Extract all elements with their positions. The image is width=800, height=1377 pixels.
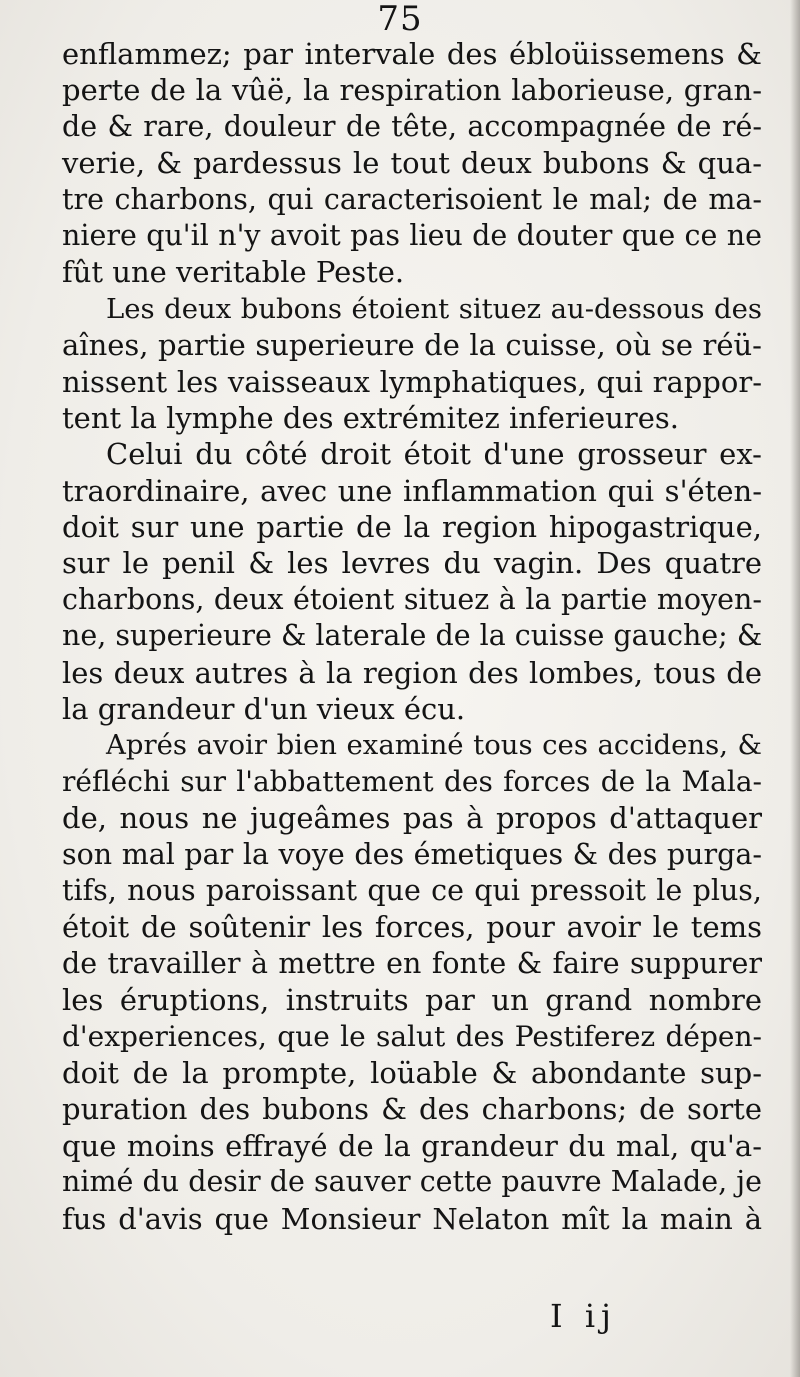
text-line: Les deux bubons étoient situez au-dessous des [106, 292, 762, 325]
text-line: réfléchi sur l'abbattement des forces de la Mala- [62, 764, 762, 798]
paragraph-4 [62, 727, 762, 1236]
paragraph-1 [62, 36, 762, 291]
text-line: tre charbons, qui caracterisoient le mal; de ma- [62, 182, 762, 216]
text-line: de travailler à mettre en fonte & faire suppurer [62, 946, 762, 980]
text-line: sur le penil & les levres du vagin. Des quatre [62, 546, 762, 581]
text-line: de & rare, douleur de tête, accompagnée de ré- [62, 109, 762, 143]
signature-mark: I ij [550, 1297, 617, 1335]
text-line: puration des bubons & des charbons; de sorte [62, 1092, 762, 1127]
text-line: Celui du côté droit étoit d'une grosseur ex- [106, 437, 762, 472]
text-line: doit de la prompte, loüable & abondante sup- [62, 1055, 762, 1090]
text-line: nissent les vaisseaux lymphatiques, qui rappor- [62, 364, 762, 399]
text-line: traordinaire, avec une inflammation qui s'éten- [62, 473, 762, 508]
text-line: étoit de soûtenir les forces, pour avoir le tems [62, 910, 762, 945]
paragraph-3 [62, 436, 762, 727]
text-line: son mal par la voye des émetiques & des purga- [62, 837, 762, 871]
text-line: perte de la vûë, la respiration laborieuse, gran- [62, 73, 762, 108]
text-line: que moins effrayé de la grandeur du mal, qu'a- [62, 1128, 762, 1163]
text-line: charbons, deux étoient situez à la partie moyen- [62, 582, 762, 616]
text-line: ne, superieure & laterale de la cuisse gauche; & [62, 619, 763, 653]
text-line: fus d'avis que Monsieur Nelaton mît la main à [62, 1201, 762, 1236]
text-line: verie, & pardessus le tout deux bubons & qua- [62, 146, 762, 181]
text-line: nimé du desir de sauver cette pauvre Malade, je [62, 1165, 762, 1199]
text-line: les éruptions, instruits par un grand nombre [62, 983, 762, 1018]
text-line: niere qu'il n'y avoit pas lieu de douter que ce ne [62, 218, 762, 252]
page-edge-shadow [790, 0, 800, 1377]
text-line: aînes, partie superieure de la cuisse, où se réü- [62, 328, 762, 363]
text-line: tifs, nous paroissant que ce qui pressoit le plus, [62, 873, 762, 907]
text-line: les deux autres à la region des lombes, tous de [62, 655, 762, 690]
text-line: tent la lymphe des extrémitez inferieures. [62, 400, 679, 435]
body-text [62, 36, 762, 1237]
text-line: d'experiences, que le salut des Pestiferez dépen- [62, 1019, 762, 1053]
text-line: enflammez; par intervale des ébloüissemens & [62, 37, 762, 71]
text-line: la grandeur d'un vieux écu. [62, 692, 466, 727]
paragraph-2 [62, 291, 762, 437]
text-line: fût une veritable Peste. [62, 255, 405, 290]
page-number: 75 [377, 0, 423, 39]
text-line: de, nous ne jugeâmes pas à propos d'attaquer [62, 801, 762, 836]
text-line: Aprés avoir bien examiné tous ces accidens, & [106, 729, 762, 762]
text-line: doit sur une partie de la region hipogastrique, [62, 510, 762, 545]
